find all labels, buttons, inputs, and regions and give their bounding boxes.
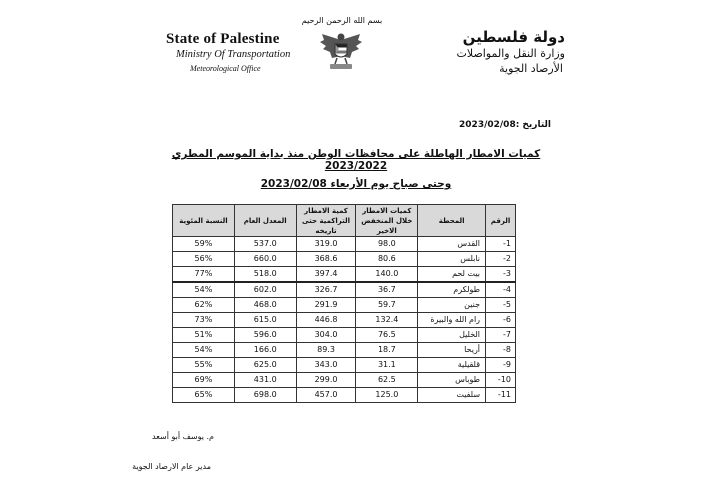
cumulative-rain-value: 368.6 (296, 252, 356, 267)
average-value: 660.0 (234, 252, 296, 267)
percentage-value: 69% (173, 373, 235, 388)
row-number: 7- (486, 328, 516, 343)
recent-rain-value: 76.5 (356, 328, 418, 343)
station-name: نابلس (418, 252, 486, 267)
percentage-value: 51% (173, 328, 235, 343)
table-row (173, 358, 516, 373)
recent-rain-value: 18.7 (356, 343, 418, 358)
table-row (173, 298, 516, 313)
table-row (173, 373, 516, 388)
row-number: 4- (486, 282, 516, 298)
bismillah-text: بسم الله الرحمن الرحيم (301, 16, 383, 25)
average-value: 431.0 (234, 373, 296, 388)
recent-rain-value: 62.5 (356, 373, 418, 388)
station-name: القدس (418, 237, 486, 252)
percentage-value: 54% (173, 343, 235, 358)
cumulative-rain-value: 446.8 (296, 313, 356, 328)
row-number: 1- (486, 237, 516, 252)
recent-rain-value: 98.0 (356, 237, 418, 252)
station-name: الخليل (418, 328, 486, 343)
signatory-name: م. يوسف أبو أسعد (151, 432, 214, 441)
cumulative-rain-value: 291.9 (296, 298, 356, 313)
english-office-name: Meteorological Office (190, 64, 261, 73)
recent-rain-value: 80.6 (356, 252, 418, 267)
column-header-number: الرقم (486, 205, 516, 237)
percentage-value: 56% (173, 252, 235, 267)
average-value: 602.0 (234, 282, 296, 298)
document-date: التاريخ :2023/02/08 (459, 120, 551, 130)
average-value: 166.0 (234, 343, 296, 358)
column-header-recent-rain: كميات الامطار خلال المنخفض الاخير (356, 205, 418, 237)
column-header-station: المحطة (418, 205, 486, 237)
column-header-percentage: النسبة المئوية (173, 205, 235, 237)
cumulative-rain-value: 89.3 (296, 343, 356, 358)
average-value: 615.0 (234, 313, 296, 328)
station-name: سلفيت (418, 388, 486, 403)
station-name: بيت لحم (418, 267, 486, 283)
row-number: 8- (486, 343, 516, 358)
report-heading: كميات الامطار الهاطلة على محافظات الوطن منذ بداية الموسم المطري 2023/2022 (171, 148, 541, 172)
cumulative-rain-value: 326.7 (296, 282, 356, 298)
average-value: 537.0 (234, 237, 296, 252)
percentage-value: 59% (173, 237, 235, 252)
cumulative-rain-value: 304.0 (296, 328, 356, 343)
table-row (173, 343, 516, 358)
arabic-state-title: دولة فلسطين (462, 28, 565, 46)
station-name: طولكرم (418, 282, 486, 298)
arabic-ministry-name: وزارة النقل والمواصلات (456, 47, 565, 60)
table-row (173, 267, 516, 283)
recent-rain-value: 125.0 (356, 388, 418, 403)
signatory-title: مدير عام الارصاد الجوية (132, 462, 211, 471)
table-row (173, 388, 516, 403)
cumulative-rain-value: 299.0 (296, 373, 356, 388)
average-value: 698.0 (234, 388, 296, 403)
column-header-average: المعدل العام (234, 205, 296, 237)
average-value: 518.0 (234, 267, 296, 283)
recent-rain-value: 140.0 (356, 267, 418, 283)
arabic-office-name: الأرصاد الجوية (499, 62, 563, 75)
rainfall-table (172, 204, 516, 403)
percentage-value: 73% (173, 313, 235, 328)
percentage-value: 54% (173, 282, 235, 298)
station-name: أريحا (418, 343, 486, 358)
row-number: 2- (486, 252, 516, 267)
station-name: طوباس (418, 373, 486, 388)
table-row (173, 282, 516, 298)
table-row (173, 237, 516, 252)
percentage-value: 65% (173, 388, 235, 403)
column-header-cumulative-rain: كمية الامطار التراكمية حتى تاريخه (296, 205, 356, 237)
station-name: جنين (418, 298, 486, 313)
english-ministry-name: Ministry Of Transportation (176, 49, 291, 60)
cumulative-rain-value: 343.0 (296, 358, 356, 373)
recent-rain-value: 132.4 (356, 313, 418, 328)
row-number: 11- (486, 388, 516, 403)
recent-rain-value: 36.7 (356, 282, 418, 298)
average-value: 468.0 (234, 298, 296, 313)
station-name: قلقيلية (418, 358, 486, 373)
recent-rain-value: 31.1 (356, 358, 418, 373)
row-number: 10- (486, 373, 516, 388)
cumulative-rain-value: 319.0 (296, 237, 356, 252)
row-number: 6- (486, 313, 516, 328)
palestine-eagle-emblem-icon (318, 30, 364, 74)
cumulative-rain-value: 397.4 (296, 267, 356, 283)
average-value: 596.0 (234, 328, 296, 343)
percentage-value: 62% (173, 298, 235, 313)
cumulative-rain-value: 457.0 (296, 388, 356, 403)
recent-rain-value: 59.7 (356, 298, 418, 313)
station-name: رام الله والبيرة (418, 313, 486, 328)
percentage-value: 77% (173, 267, 235, 283)
english-state-title: State of Palestine (166, 31, 280, 47)
row-number: 9- (486, 358, 516, 373)
row-number: 3- (486, 267, 516, 283)
report-subheading: وحتى صباح يوم الأربعاء 2023/02/08 (260, 178, 452, 190)
table-row (173, 313, 516, 328)
table-row (173, 328, 516, 343)
percentage-value: 55% (173, 358, 235, 373)
table-header-row (173, 205, 516, 237)
table-row (173, 252, 516, 267)
row-number: 5- (486, 298, 516, 313)
average-value: 625.0 (234, 358, 296, 373)
